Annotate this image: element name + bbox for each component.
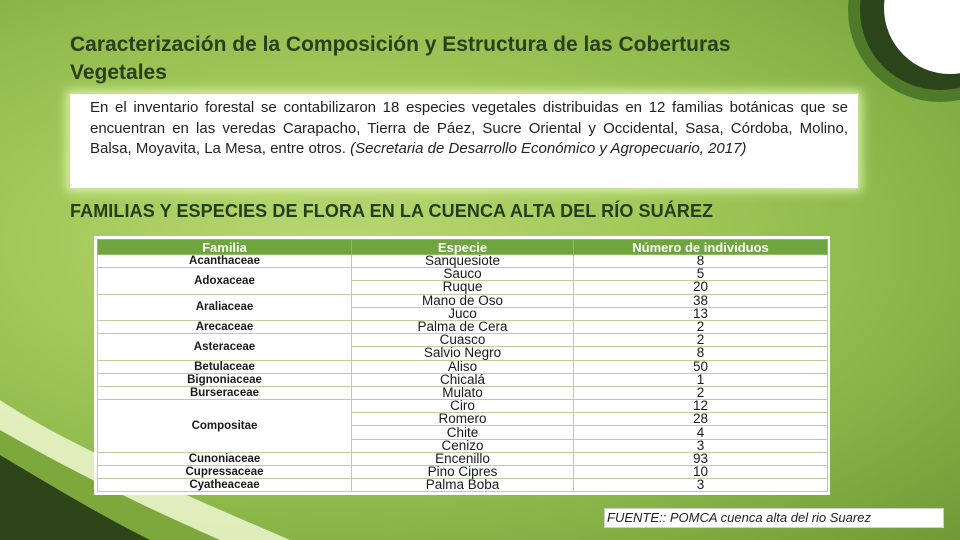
species-cell: Ciro — [352, 400, 574, 413]
count-cell: 5 — [574, 268, 828, 281]
species-cell: Aliso — [352, 360, 574, 373]
count-cell: 3 — [574, 439, 828, 452]
count-cell: 38 — [574, 294, 828, 307]
flora-table-container — [94, 236, 830, 495]
intro-text-box — [69, 93, 859, 189]
count-cell: 50 — [574, 360, 828, 373]
family-cell: Adoxaceae — [98, 268, 352, 294]
table-body — [98, 255, 828, 492]
slide-title: Caracterización de la Composición y Estructura de las Coberturas Vegetales — [70, 33, 731, 84]
species-cell: Chite — [352, 426, 574, 439]
species-cell: Palma de Cera — [352, 320, 574, 333]
family-cell: Cunoniaceae — [98, 452, 352, 465]
species-cell: Sauco — [352, 268, 574, 281]
species-cell: Chicalá — [352, 373, 574, 386]
table-row — [98, 479, 828, 492]
count-cell: 2 — [574, 320, 828, 333]
count-cell: 13 — [574, 307, 828, 320]
species-cell: Pino Cipres — [352, 466, 574, 479]
species-cell: Encenillo — [352, 452, 574, 465]
family-cell: Burseraceae — [98, 386, 352, 399]
count-cell: 2 — [574, 386, 828, 399]
intro-paragraph-text: En el inventario forestal se contabilizaron 18 especies vegetales distribuidas en 12 familias botánicas que se encuentran en las veredas Carapacho, Tierra de Páez, Sucre Oriental y Occidental, Sasa, Córdoba, Molino, Balsa, Moyavita, La Mesa, entre otros. — [90, 99, 848, 157]
family-cell: Cyatheaceae — [98, 479, 352, 492]
flora-table — [97, 239, 828, 492]
count-cell: 4 — [574, 426, 828, 439]
intro-paragraph — [90, 98, 848, 160]
family-cell: Asteraceae — [98, 334, 352, 360]
count-cell: 20 — [574, 281, 828, 294]
family-cell: Araliaceae — [98, 294, 352, 320]
header-numero-individuos: Número de individuos — [574, 240, 828, 255]
family-cell: Cupressaceae — [98, 466, 352, 479]
species-cell: Sanquesiote — [352, 255, 574, 268]
species-cell: Mano de Oso — [352, 294, 574, 307]
species-cell: Juco — [352, 307, 574, 320]
species-cell: Cenizo — [352, 439, 574, 452]
table-subtitle: FAMILIAS Y ESPECIES DE FLORA EN LA CUENCA ALTA DEL RÍO SUÁREZ — [70, 201, 714, 221]
family-cell: Acanthaceae — [98, 255, 352, 268]
species-cell: Cuasco — [352, 334, 574, 347]
count-cell: 8 — [574, 347, 828, 360]
intro-citation: (Secretaria de Desarrollo Económico y Agropecuario, 2017) — [350, 140, 747, 157]
species-cell: Mulato — [352, 386, 574, 399]
family-cell: Bignoniaceae — [98, 373, 352, 386]
count-cell: 1 — [574, 373, 828, 386]
count-cell: 3 — [574, 479, 828, 492]
source-note: FUENTE:: POMCA cuenca alta del rio Suarez — [604, 508, 944, 528]
header-especie: Especie — [352, 240, 574, 255]
count-cell: 2 — [574, 334, 828, 347]
species-cell: Ruque — [352, 281, 574, 294]
species-cell: Romero — [352, 413, 574, 426]
header-familia: Familia — [98, 240, 352, 255]
family-cell: Compositae — [98, 400, 352, 453]
count-cell: 8 — [574, 255, 828, 268]
species-cell: Palma Boba — [352, 479, 574, 492]
species-cell: Salvio Negro — [352, 347, 574, 360]
count-cell: 12 — [574, 400, 828, 413]
family-cell: Arecaceae — [98, 320, 352, 333]
count-cell: 93 — [574, 452, 828, 465]
count-cell: 28 — [574, 413, 828, 426]
count-cell: 10 — [574, 466, 828, 479]
family-cell: Betulaceae — [98, 360, 352, 373]
